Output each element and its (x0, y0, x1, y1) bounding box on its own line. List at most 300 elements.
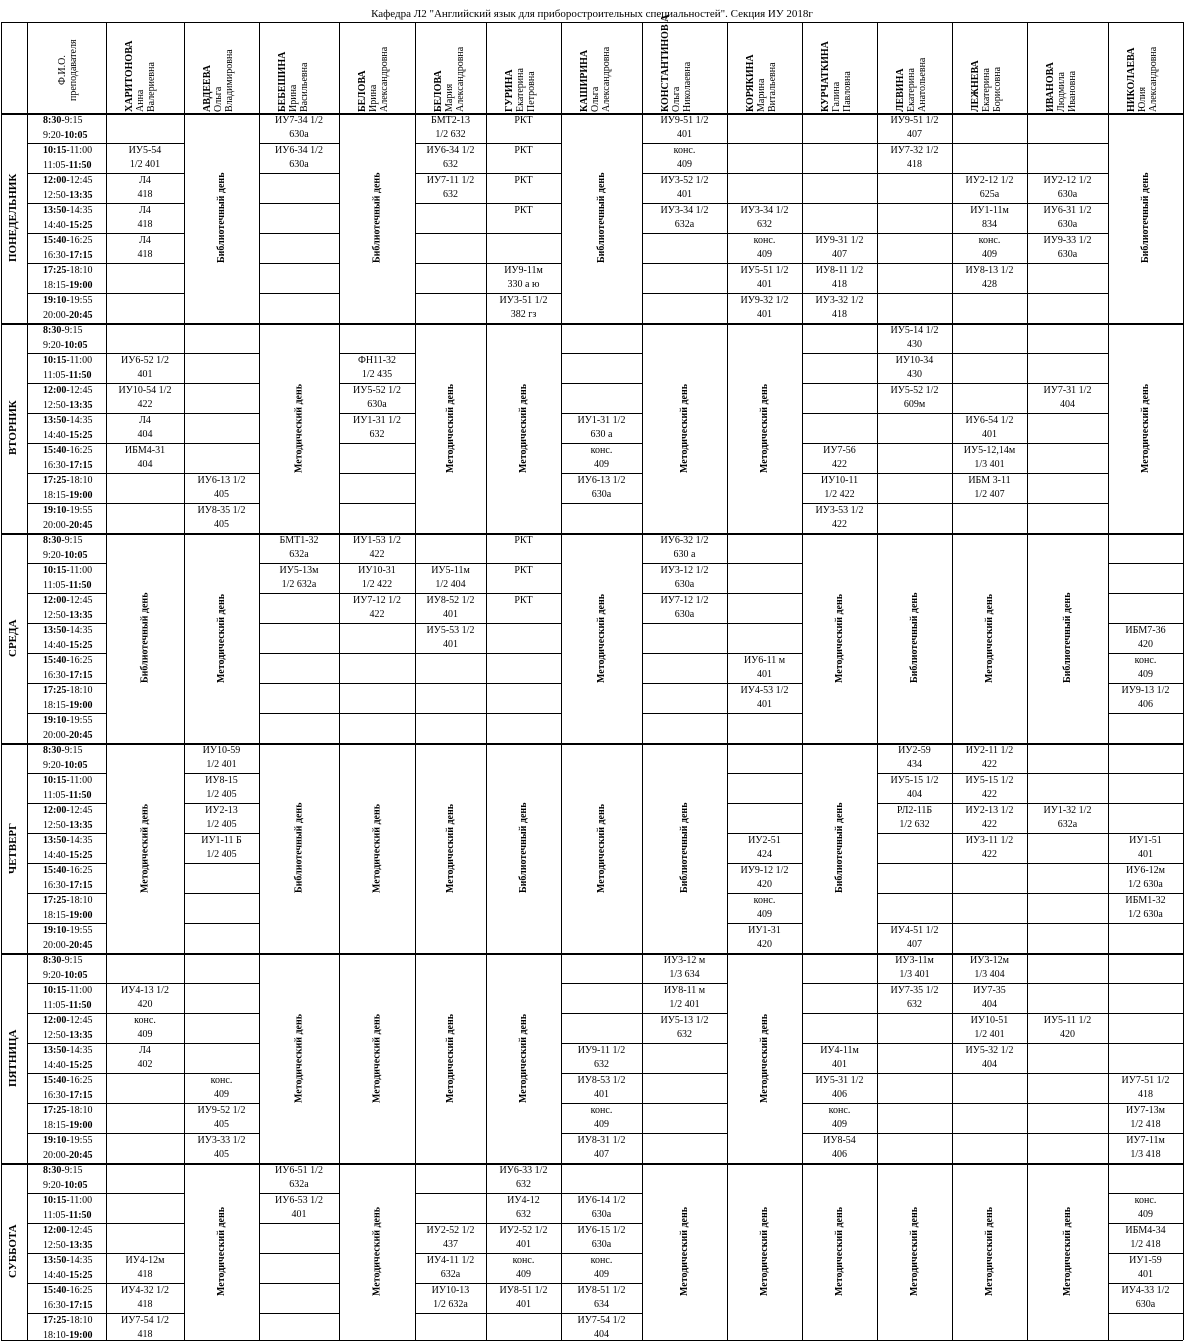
fio-header (57, 30, 79, 110)
row-divider (1108, 563, 1183, 564)
teacher-surname: ХАРИТОНОВА (124, 40, 135, 112)
schedule-cell (486, 174, 561, 203)
schedule-cell (486, 1194, 561, 1223)
row-divider (259, 293, 339, 294)
group-code: Л4 (139, 235, 151, 246)
day-type-label: Методический день (596, 593, 607, 683)
schedule-cell (561, 1104, 642, 1133)
schedule-cell (727, 684, 802, 713)
time-line (43, 413, 92, 428)
row-divider (877, 203, 952, 204)
schedule-cell (642, 534, 727, 563)
group-code: ИУ1-11 Б (201, 835, 242, 846)
row-divider (27, 1223, 106, 1224)
group-code: ИУ4-33 1/2 (1121, 1285, 1170, 1296)
time-part: 10:15 (43, 1195, 67, 1206)
schedule-cell (952, 834, 1027, 863)
time-part: -18:10 (66, 265, 93, 276)
row-divider (106, 473, 184, 474)
time-part: 8:30 (43, 955, 62, 966)
row-divider (642, 1073, 727, 1074)
schedule-cell (486, 1164, 561, 1193)
schedule-cell (486, 564, 561, 593)
time-part: -19:55 (66, 715, 93, 726)
group-code: ИУ2-52 1/2 (426, 1225, 475, 1236)
group-code: ИУ5-11 1/2 (1043, 1015, 1092, 1026)
schedule-cell (952, 1044, 1027, 1073)
row-divider (1108, 1313, 1183, 1314)
group-code: ИУ2-13 (205, 805, 238, 816)
time-part: 20:45 (69, 520, 93, 531)
group-code: конс. (828, 1105, 851, 1116)
time-line (43, 488, 92, 503)
group-code: ИУ8-52 1/2 (426, 595, 475, 606)
time-part: 19:10 (43, 715, 67, 726)
group-code: ИУ2-12 1/2 (965, 175, 1014, 186)
room-number: 401 (677, 129, 692, 140)
schedule-cell (561, 1134, 642, 1163)
row-divider (415, 653, 486, 654)
day-type-label: Методический день (216, 593, 227, 683)
schedule-cell (727, 924, 802, 953)
day-type-label: Методический день (445, 383, 456, 473)
room-number: 405 (214, 519, 229, 530)
group-code: ИУ6-53 1/2 (275, 1195, 323, 1206)
schedule-cell (1108, 864, 1183, 893)
time-part: -19:55 (66, 925, 93, 936)
time-line (43, 293, 92, 308)
row-divider (259, 173, 339, 174)
time-slot (39, 1163, 87, 1193)
room-number: 402 (137, 1059, 153, 1070)
teacher-header (357, 30, 390, 112)
room-number: 418 (1138, 1089, 1153, 1100)
group-code: ИУ8-11 1/2 (815, 265, 864, 276)
row-divider (727, 173, 802, 174)
group-code: ИУ2-13 1/2 (965, 805, 1014, 816)
group-code: Л4 (139, 175, 151, 186)
schedule-cell (106, 444, 184, 473)
room-number: 401 (757, 309, 772, 320)
group-code: конс. (673, 145, 696, 156)
row-divider (486, 713, 561, 714)
group-code: ИУ1-31 (748, 925, 781, 936)
time-part: 14:40- (43, 220, 70, 231)
time-part: 13:35 (69, 610, 93, 621)
room-number: 630а (591, 1209, 612, 1220)
group-code: ИУ6-32 1/2 (660, 535, 709, 546)
row-divider (877, 1013, 952, 1014)
teacher-surname: КОНСТАНТИНОВ А (660, 14, 671, 112)
time-line (43, 758, 87, 773)
time-line (43, 698, 92, 713)
group-code: ИУ5-14 1/2 (890, 325, 939, 336)
schedule-cell (727, 264, 802, 293)
group-code: РКТ (514, 565, 533, 576)
row-divider (339, 653, 415, 654)
room-number: 1/3 634 (669, 969, 700, 980)
room-number: 406 (832, 1089, 847, 1100)
room-number: 630а (1135, 1299, 1156, 1310)
time-line (43, 578, 92, 593)
time-part: 10:05 (64, 340, 88, 351)
row-divider (1027, 893, 1108, 894)
room-number: 1/2 632 (899, 819, 930, 830)
schedule-cell (727, 294, 802, 323)
teacher-header (895, 30, 928, 112)
row-divider (727, 143, 802, 144)
time-part: 13:50 (43, 835, 67, 846)
row-divider (184, 983, 259, 984)
teacher-header (970, 30, 1003, 112)
group-code: ИУ8-13 1/2 (965, 265, 1014, 276)
time-part: -12:45 (66, 805, 93, 816)
group-code: ИУ1-32 1/2 (1043, 805, 1092, 816)
day-name: СРЕДА (7, 619, 19, 657)
time-part: -9:15 (61, 325, 83, 336)
row-divider (27, 983, 106, 984)
room-number: 428 (982, 279, 997, 290)
time-line (43, 1073, 92, 1088)
row-divider (27, 443, 106, 444)
row-divider (1108, 803, 1183, 804)
time-line (43, 833, 92, 848)
day-type-label: Методический день (139, 803, 151, 893)
schedule-cell (1027, 384, 1108, 413)
time-line (43, 1208, 92, 1223)
row-divider (27, 803, 106, 804)
group-code: ИУ6-31 1/2 (1043, 205, 1092, 216)
time-part: 9:20- (43, 760, 65, 771)
day-type-label: Методический день (293, 1013, 305, 1103)
group-code: ИУ4-12 (507, 1195, 540, 1206)
row-divider (339, 443, 415, 444)
time-line (43, 1253, 92, 1268)
group-code: РЛ2-11Б (896, 805, 933, 816)
schedule-cell (106, 144, 184, 173)
time-part: 10:15 (43, 355, 67, 366)
row-divider (339, 473, 415, 474)
time-part: 16:30- (43, 880, 70, 891)
time-slot (39, 1133, 92, 1163)
room-number: 1/2 630а (1128, 909, 1163, 920)
time-slot (39, 1313, 92, 1343)
time-part: 8:30 (43, 745, 62, 756)
group-code: ИУ7-13м (1126, 1105, 1165, 1116)
time-part: 11:05- (43, 1210, 69, 1221)
row-divider (415, 683, 486, 684)
schedule-cell (877, 744, 952, 773)
time-part: -14:35 (66, 625, 93, 636)
time-part: 14:40- (43, 430, 70, 441)
time-slot (39, 293, 92, 323)
time-slot (39, 323, 87, 353)
time-part: -9:15 (61, 1165, 83, 1176)
day-name: ПЯТНИЦА (7, 1029, 19, 1087)
schedule-cell (486, 534, 561, 563)
group-code: ИУ4-11 1/2 (426, 1255, 475, 1266)
time-part: 12:00 (43, 1225, 67, 1236)
time-part: -18:10 (66, 895, 93, 906)
teacher-name-part: Александровна (379, 46, 390, 112)
time-line (43, 1088, 92, 1103)
schedule-cell (802, 1104, 877, 1133)
teacher-name-part: Юлия (1137, 86, 1148, 112)
column-divider (1027, 323, 1028, 533)
schedule-cell (415, 564, 486, 593)
group-code: ИУ9-11 1/2 (577, 1045, 626, 1056)
time-part: 20:00- (43, 310, 70, 321)
schedule-cell (486, 114, 561, 143)
schedule-cell (106, 1254, 184, 1283)
time-part: 19:00 (69, 700, 93, 711)
row-divider (1027, 353, 1108, 354)
row-divider (642, 713, 727, 714)
time-slot (39, 113, 87, 143)
schedule-cell (802, 1044, 877, 1073)
day-type-label: Методический день (445, 1013, 456, 1103)
time-part: 20:00- (43, 1150, 70, 1161)
room-number: 1/2 407 (974, 489, 1005, 500)
schedule-cell (561, 1284, 642, 1313)
group-code: ИУ3-12 м (663, 955, 706, 966)
row-divider (27, 293, 106, 294)
time-part: -16:25 (66, 1285, 93, 1296)
room-number: 407 (907, 939, 922, 950)
row-divider (877, 173, 952, 174)
group-code: ИУ5-52 1/2 (890, 385, 939, 396)
row-divider (1027, 983, 1108, 984)
group-code: РКТ (514, 205, 533, 216)
group-code: ИУ8-31 1/2 (577, 1135, 626, 1146)
room-number: 632 (907, 999, 922, 1010)
time-line (43, 143, 92, 158)
time-part: -12:45 (66, 595, 93, 606)
teacher-name-part: Мария (444, 83, 455, 112)
row-divider (561, 503, 642, 504)
time-part: 9:20- (43, 340, 65, 351)
time-slot (39, 1013, 92, 1043)
time-slot (39, 1193, 92, 1223)
time-line (43, 443, 92, 458)
time-part: 20:45 (69, 730, 93, 741)
time-slot (39, 773, 92, 803)
row-divider (106, 1223, 184, 1224)
row-divider (877, 863, 952, 864)
group-code: ИУ3-11м (895, 955, 934, 966)
time-part: 19:00 (69, 490, 93, 501)
schedule-cell (561, 1044, 642, 1073)
row-divider (1027, 1073, 1108, 1074)
teacher-header (660, 14, 693, 112)
time-part: 15:25 (69, 1270, 93, 1281)
time-line (43, 173, 92, 188)
row-divider (877, 833, 952, 834)
room-number: 409 (832, 1119, 847, 1130)
time-line (43, 593, 92, 608)
row-divider (561, 383, 642, 384)
schedule-cell (561, 1224, 642, 1253)
time-part: -9:15 (61, 955, 83, 966)
time-part: 10:15 (43, 775, 67, 786)
schedule-cell (106, 204, 184, 233)
time-part: 10:05 (64, 760, 88, 771)
teacher-name-part: Александровна (1148, 46, 1159, 112)
room-number: 409 (516, 1269, 531, 1280)
group-code: ИУ9-52 1/2 (197, 1105, 246, 1116)
time-slot (39, 1073, 92, 1103)
row-divider (1027, 923, 1108, 924)
teacher-header (1045, 30, 1078, 112)
room-number: 1/2 632 (435, 129, 466, 140)
group-code: ИУ10-11 (820, 475, 859, 486)
time-slot (39, 743, 87, 773)
row-divider (877, 1073, 952, 1074)
group-code: ИУ3-12 1/2 (660, 565, 709, 576)
group-code: ИУ6-14 1/2 (577, 1195, 626, 1206)
schedule-cell (1027, 174, 1108, 203)
row-divider (1027, 1103, 1108, 1104)
room-number: 834 (982, 219, 997, 230)
time-slot (39, 833, 92, 863)
time-part: 20:45 (69, 310, 93, 321)
day-type-label: Методический день (445, 803, 456, 893)
schedule-cell (1108, 894, 1183, 923)
time-part: -14:35 (66, 1045, 93, 1056)
group-code: ИУ8-11 м (663, 985, 706, 996)
schedule-cell (259, 144, 339, 173)
row-divider (802, 353, 877, 354)
column-divider (1, 22, 2, 1340)
group-code: ИУ8-53 1/2 (577, 1075, 626, 1086)
time-part: 10:05 (64, 130, 88, 141)
group-code: ИУ6-13 1/2 (577, 475, 626, 486)
room-number: 422 (982, 759, 997, 770)
group-code: конс. (590, 1105, 613, 1116)
schedule-cell (877, 144, 952, 173)
teacher-name-part: Екатерина (906, 68, 917, 112)
schedule-cell (339, 414, 415, 443)
teacher-name-part: Ирина (368, 84, 379, 112)
time-part: -11:00 (66, 1195, 93, 1206)
group-code: БМТ1-32 (279, 535, 319, 546)
row-divider (727, 713, 802, 714)
group-code: ИУ7-11м (1126, 1135, 1165, 1146)
row-divider (415, 203, 486, 204)
day-type-label: Методический день (371, 1206, 383, 1297)
schedule-cell (184, 804, 259, 833)
room-number: 405 (214, 489, 229, 500)
group-code: ИУ5-11м (431, 565, 470, 576)
schedule-cell (952, 984, 1027, 1013)
row-divider (561, 983, 642, 984)
teacher-name-part: Павловна (842, 71, 853, 112)
group-code: ИУ5-32 1/2 (965, 1045, 1014, 1056)
schedule-cell (952, 264, 1027, 293)
schedule-cell (952, 954, 1027, 983)
group-code: ИУ5-31 1/2 (815, 1075, 864, 1086)
group-code: конс. (134, 1015, 156, 1026)
room-number: 401 (594, 1089, 609, 1100)
room-number: 418 (137, 219, 153, 230)
group-code: конс. (210, 1075, 233, 1086)
room-number: 404 (137, 429, 153, 440)
schedule-cell (106, 414, 184, 443)
teacher-header (433, 30, 466, 112)
schedule-cell (486, 1284, 561, 1313)
room-number: 401 (1138, 1269, 1153, 1280)
time-line (43, 203, 92, 218)
time-line (43, 938, 92, 953)
column-divider (415, 22, 416, 113)
time-line (43, 653, 92, 668)
time-part: -16:25 (66, 865, 93, 876)
row-divider (877, 893, 952, 894)
time-part: -11:00 (66, 145, 93, 156)
room-number: 632 (677, 1029, 692, 1040)
day-type-label: Библиотечный день (596, 172, 607, 264)
schedule-cell (877, 924, 952, 953)
row-divider (952, 503, 1027, 504)
group-code: ИУ5-13м (279, 565, 319, 576)
schedule-cell (1108, 684, 1183, 713)
time-part: 15:25 (69, 220, 93, 231)
time-line (43, 458, 92, 473)
day-type-label: Библиотечный день (679, 802, 690, 894)
schedule-cell (1108, 1224, 1183, 1253)
room-number: 1/2 422 (361, 579, 393, 590)
time-line (43, 788, 92, 803)
time-line (43, 113, 87, 128)
schedule-cell (561, 1194, 642, 1223)
group-code: ИУ7-34 1/2 (275, 115, 323, 126)
time-part: 19:10 (43, 1135, 67, 1146)
time-part: 18:15- (43, 490, 70, 501)
time-slot (39, 233, 92, 263)
room-number: 422 (369, 549, 385, 560)
row-divider (877, 293, 952, 294)
schedule-cell (184, 1134, 259, 1163)
time-slot (39, 533, 87, 563)
room-number: 1/2 404 (435, 579, 466, 590)
room-number: 632а (289, 1179, 309, 1190)
time-part: 14:40- (43, 640, 70, 651)
time-line (43, 518, 92, 533)
row-divider (877, 473, 952, 474)
group-code: ИУ6-54 1/2 (965, 415, 1014, 426)
time-part: 12:00 (43, 805, 67, 816)
fio-header-line: преподавателя (68, 39, 79, 101)
schedule-cell (877, 804, 952, 833)
time-part: 17:25 (43, 895, 67, 906)
group-code: конс. (1134, 655, 1157, 666)
column-divider (259, 22, 260, 113)
time-part: 10:05 (64, 970, 88, 981)
time-part: 12:50- (43, 400, 70, 411)
row-divider (1027, 773, 1108, 774)
time-part: 17:25 (43, 1105, 67, 1116)
room-number: 401 (443, 639, 458, 650)
schedule-cell (952, 414, 1027, 443)
time-slot (39, 503, 92, 533)
schedule-cell (802, 444, 877, 473)
row-divider (259, 1313, 339, 1314)
time-slot (39, 1043, 92, 1073)
schedule-cell (642, 144, 727, 173)
room-number: 330 а ю (507, 279, 540, 290)
teacher-name-part: Ольга (213, 86, 224, 112)
group-code: ИУ5-54 (128, 145, 162, 156)
